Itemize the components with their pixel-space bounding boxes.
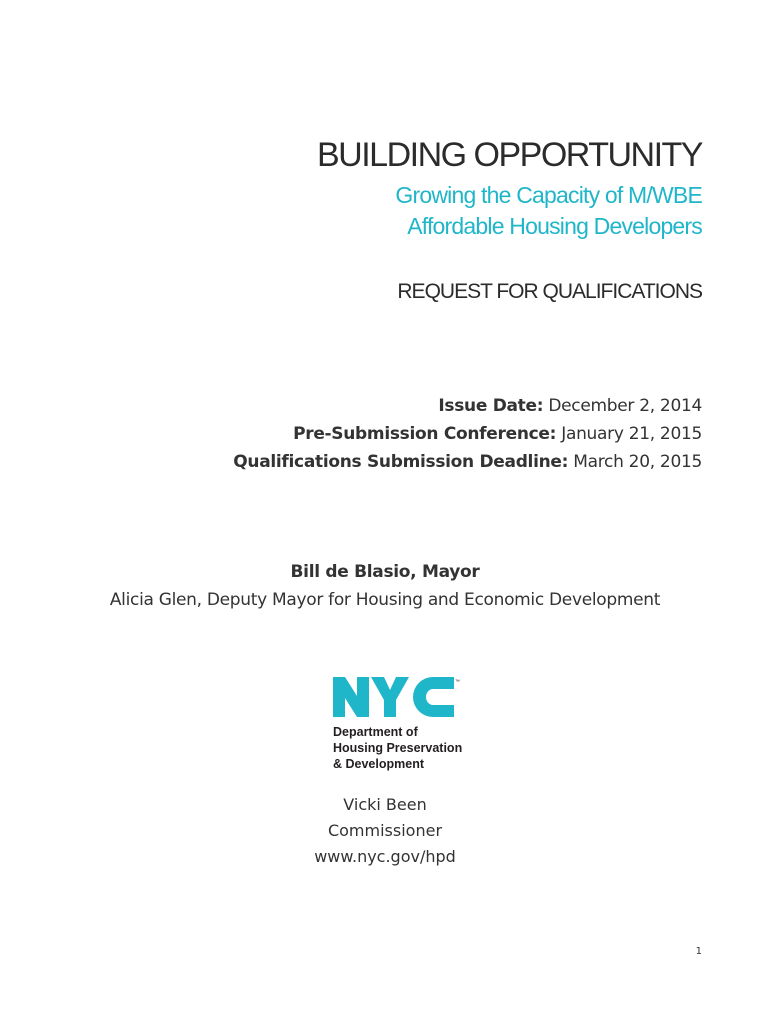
department-line-2: Housing Preservation	[333, 741, 463, 755]
nyc-logo-icon	[333, 674, 461, 720]
svg-text:™: ™	[455, 679, 460, 685]
subtitle-line-2: Affordable Housing Developers	[407, 213, 702, 239]
department-line-1: Department of	[333, 725, 418, 739]
page-number: 1	[695, 946, 702, 957]
conference-date-value: January 21, 2015	[556, 424, 702, 444]
department-name	[333, 724, 493, 772]
commissioner-block	[0, 792, 770, 870]
key-dates	[233, 392, 702, 476]
document-title: BUILDING OPPORTUNITY	[317, 136, 702, 174]
deadline-value: March 20, 2015	[568, 452, 702, 472]
commissioner-title: Commissioner	[327, 821, 443, 840]
deadline-label: Qualifications Submission Deadline:	[233, 452, 569, 472]
officials	[0, 558, 770, 614]
deputy-mayor: Alicia Glen, Deputy Mayor for Housing and Economic Development	[109, 590, 661, 610]
issue-date-value: December 2, 2014	[543, 396, 702, 416]
mayor: Bill de Blasio, Mayor	[290, 562, 480, 582]
document-subtitle	[395, 180, 702, 242]
website-link[interactable]: www.nyc.gov/hpd	[314, 847, 456, 866]
deadline-line	[233, 448, 702, 476]
commissioner-name: Vicki Been	[343, 795, 427, 814]
department-line-3: & Development	[333, 757, 424, 771]
issue-date-label: Issue Date:	[438, 396, 544, 416]
document-type: REQUEST FOR QUALIFICATIONS	[397, 280, 702, 303]
hpd-logo	[333, 674, 493, 774]
subtitle-line-1: Growing the Capacity of M/WBE	[395, 182, 702, 208]
conference-date-label: Pre-Submission Conference:	[293, 424, 557, 444]
issue-date-line	[233, 392, 702, 420]
conference-date-line	[233, 420, 702, 448]
